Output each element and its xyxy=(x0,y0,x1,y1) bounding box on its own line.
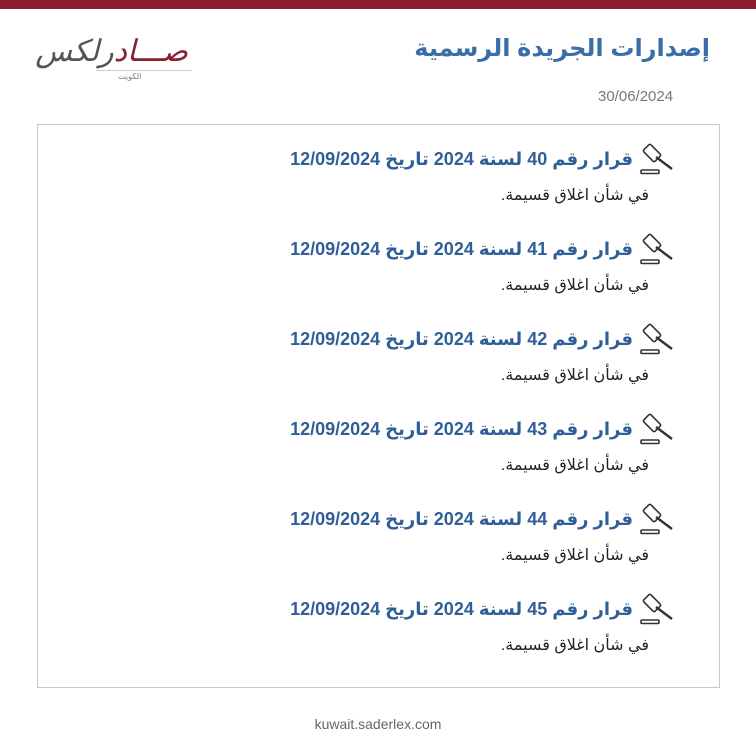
logo-divider xyxy=(96,70,192,71)
gavel-icon xyxy=(639,319,679,359)
entry-title[interactable]: قرار رقم 40 لسنة 2024 تاريخ 12/09/2024 xyxy=(290,148,633,169)
entry-description: في شأن اغلاق قسيمة. xyxy=(500,547,649,564)
entry-description: في شأن اغلاق قسيمة. xyxy=(500,277,649,294)
gavel-icon xyxy=(639,409,679,449)
gavel-icon xyxy=(639,499,679,539)
top-accent-bar xyxy=(0,0,756,9)
decisions-list xyxy=(37,124,720,688)
gavel-icon xyxy=(639,229,679,269)
list-item[interactable] xyxy=(79,139,679,205)
list-item[interactable] xyxy=(79,319,679,385)
list-item[interactable] xyxy=(79,589,679,655)
logo-wordmark xyxy=(36,34,188,69)
logo-wordmark-part-1: صـــاد xyxy=(113,34,188,69)
list-item[interactable] xyxy=(79,229,679,295)
entry-header xyxy=(79,319,679,359)
logo-wordmark-part-2: رلكس xyxy=(35,34,114,69)
footer-url[interactable]: kuwait.saderlex.com xyxy=(314,716,442,732)
entry-title[interactable]: قرار رقم 42 لسنة 2024 تاريخ 12/09/2024 xyxy=(290,328,633,349)
entry-title[interactable]: قرار رقم 41 لسنة 2024 تاريخ 12/09/2024 xyxy=(290,238,633,259)
entry-description: في شأن اغلاق قسيمة. xyxy=(500,367,649,384)
gavel-icon xyxy=(639,589,679,629)
entry-header xyxy=(79,229,679,269)
entry-header xyxy=(79,409,679,449)
page-title: إصدارات الجريدة الرسمية xyxy=(414,35,710,62)
entry-description: في شأن اغلاق قسيمة. xyxy=(500,637,649,654)
list-item[interactable] xyxy=(79,409,679,475)
entry-title[interactable]: قرار رقم 45 لسنة 2024 تاريخ 12/09/2024 xyxy=(290,598,633,619)
entry-description: في شأن اغلاق قسيمة. xyxy=(500,457,649,474)
entry-header xyxy=(79,589,679,629)
gavel-icon xyxy=(639,139,679,179)
list-item[interactable] xyxy=(79,499,679,565)
entry-description: في شأن اغلاق قسيمة. xyxy=(500,187,649,204)
entry-title[interactable]: قرار رقم 44 لسنة 2024 تاريخ 12/09/2024 xyxy=(290,508,633,529)
page-date: 30/06/2024 xyxy=(598,88,674,105)
entry-header xyxy=(79,139,679,179)
entry-header xyxy=(79,499,679,539)
entry-title[interactable]: قرار رقم 43 لسنة 2024 تاريخ 12/09/2024 xyxy=(290,418,633,439)
logo-country: الكويت xyxy=(118,72,142,81)
saderlex-logo[interactable] xyxy=(36,34,188,86)
